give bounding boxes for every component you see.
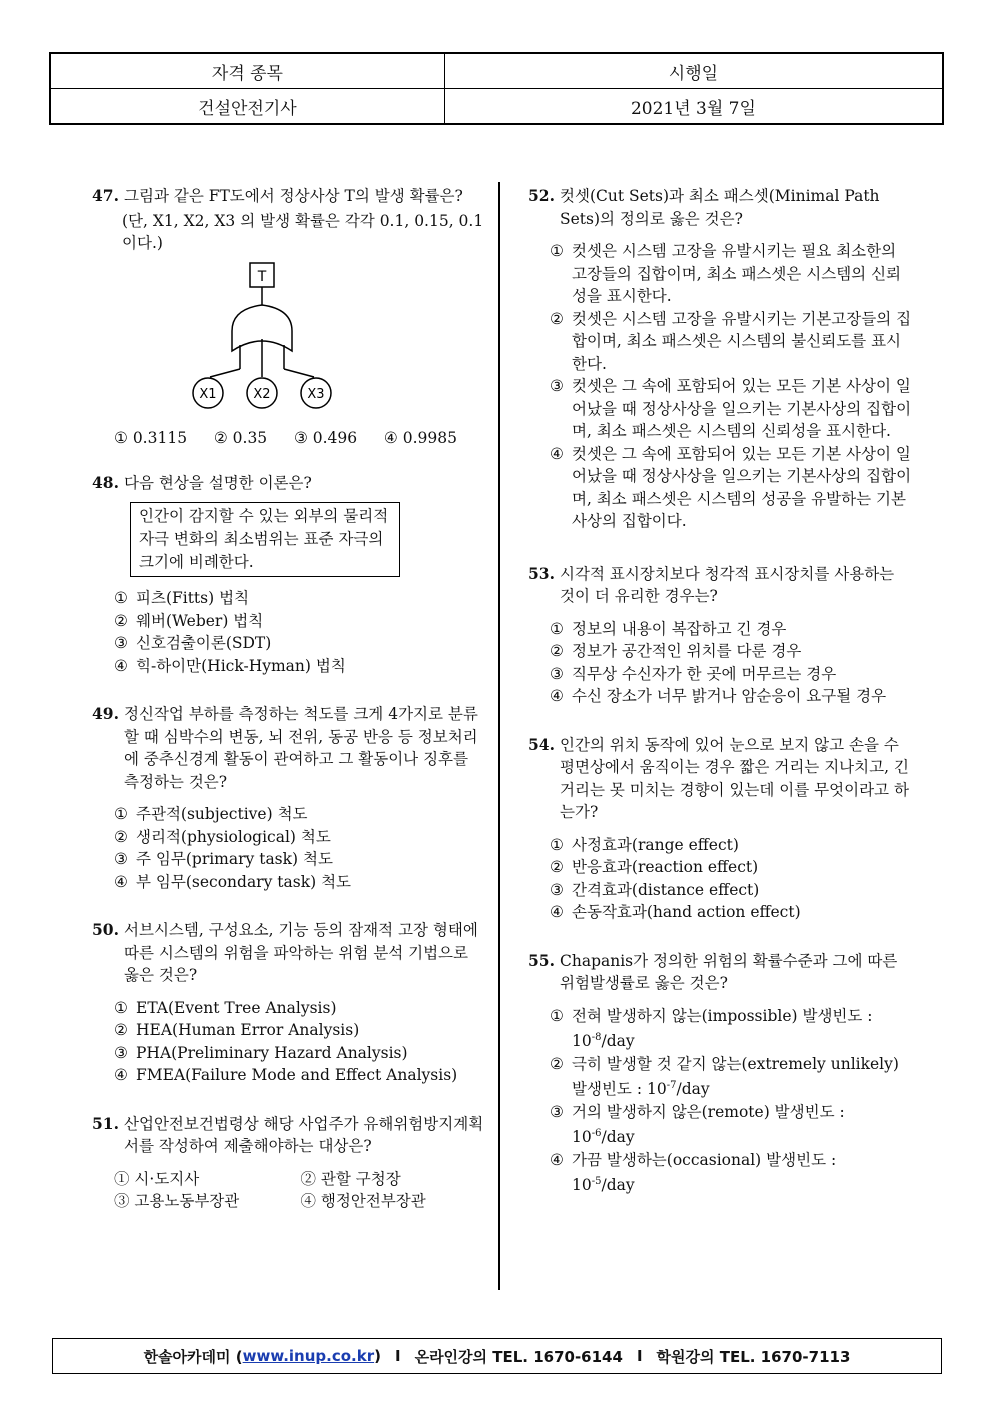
- question-number: 48.: [92, 472, 119, 492]
- options: [114, 587, 487, 677]
- option-2[interactable]: ② 컷셋은 시스템 고장을 유발시키는 기본고장들의 집합이며, 최소 패스셋은 시스템의 불신뢰도를 표시한다.: [550, 309, 912, 373]
- event-label: X1: [199, 386, 217, 402]
- option-2[interactable]: ② 0.35: [213, 429, 268, 447]
- option-2[interactable]: ② HEA(Human Error Analysis): [114, 1021, 360, 1039]
- event-label: X3: [307, 386, 325, 402]
- question-number: 54.: [528, 734, 555, 754]
- option-2[interactable]: ② 관할 구청장: [300, 1169, 401, 1188]
- question-text: 정신작업 부하를 측정하는 척도를 크게 4가지로 분류할 때 심박수의 변동, 뇌 전위, 동공 반응 등 정보처리에 중추신경계 활동이 관여하고 그 활동이나 징후를 측정하는 것은?: [124, 705, 478, 791]
- question-text: 컷셋(Cut Sets)과 최소 패스셋(Minimal Path Sets)의 정의로 옳은 것은?: [560, 187, 880, 228]
- option-4[interactable]: ④ 가끔 발생하는(occasional) 발생빈도 : $10^{-5}$/day: [550, 1150, 837, 1195]
- academy-close: ): [374, 1347, 381, 1365]
- option-3[interactable]: ③ 0.496: [293, 429, 358, 447]
- options: [114, 427, 457, 450]
- website-link[interactable]: www.inup.co.kr: [242, 1347, 375, 1365]
- option-2[interactable]: ② 극히 발생할 것 같지 않는(extremely unlikely) 발생빈도 : $10^{-7}$/day: [550, 1054, 899, 1099]
- question-text: 서브시스템, 구성요소, 기능 등의 잠재적 고장 형태에 따른 시스템의 위험을 파악하는 위험 분석 기법으로 옳은 것은?: [124, 921, 478, 984]
- question-number: 55.: [528, 950, 555, 970]
- offline-tel: 학원강의 TEL. 1670-7113: [656, 1347, 851, 1366]
- option-1[interactable]: ① 사정효과(range effect): [550, 835, 739, 854]
- online-tel: 온라인강의 TEL. 1670-6144: [414, 1347, 623, 1366]
- fault-tree-diagram: [172, 261, 487, 418]
- question-48: [92, 472, 487, 678]
- question-number: 47.: [92, 186, 119, 205]
- question-text: 시각적 표시장치보다 청각적 표시장치를 사용하는 것이 더 유리한 경우는?: [560, 564, 895, 605]
- question-49: [92, 703, 487, 893]
- academy-name: 한솔아카데미 (: [143, 1347, 243, 1366]
- field-label: 자격 종목: [50, 53, 444, 89]
- option-2[interactable]: ② 정보가 공간적인 위치를 다룬 경우: [550, 642, 802, 660]
- option-3[interactable]: ③ 고용노동부장관: [114, 1192, 240, 1210]
- option-1[interactable]: ① 전혀 발생하지 않는(impossible) 발생빈도 : $10^{-8}$/day: [550, 1006, 873, 1051]
- question-50: [92, 919, 487, 1087]
- question-number: 49.: [92, 704, 119, 723]
- option-4[interactable]: ④ 행정안전부장관: [300, 1192, 426, 1210]
- date-label: 시행일: [444, 53, 943, 89]
- question-number: 50.: [92, 920, 119, 939]
- question-note: (단, X1, X2, X3 의 발생 확률은 각각 0.1, 0.15, 0.1 이다.): [122, 211, 484, 252]
- question-55: [528, 950, 913, 1198]
- footer-separator: I: [636, 1347, 643, 1365]
- options: [550, 1005, 913, 1198]
- right-column: [528, 185, 913, 1223]
- option-1[interactable]: ① 컷셋은 시스템 고장을 유발시키는 필요 최소한의 고장들의 집합이며, 최소 패스셋은 시스템의 신뢰성을 표시한다.: [550, 242, 902, 305]
- option-4[interactable]: ④ 수신 장소가 너무 밝거나 암순응이 요구될 경우: [550, 687, 887, 705]
- event-label: X2: [253, 386, 271, 402]
- option-4[interactable]: ④ 컷셋은 그 속에 포함되어 있는 모든 기본 사상이 일어났을 때 정상사상을 일으키는 기본사상의 집합이며, 최소 패스셋은 시스템의 성공을 유발하는 기본사상의 집합이다.: [550, 444, 912, 530]
- option-3[interactable]: ③ 거의 발생하지 않은(remote) 발생빈도 : $10^{-6}$/day: [550, 1102, 845, 1147]
- question-text: 그림과 같은 FT도에서 정상사상 T의 발생 확률은?: [124, 187, 463, 205]
- left-column: [92, 185, 487, 1239]
- date-value: 2021년 3월 7일: [444, 89, 943, 125]
- question-number: 52.: [528, 186, 555, 205]
- question-text: Chapanis가 정의한 위험의 확률수준과 그에 따른 위험발생률로 옳은 것은?: [560, 951, 898, 992]
- column-divider: [498, 182, 500, 1290]
- option-3[interactable]: ③ 컷셋은 그 속에 포함되어 있는 모든 기본 사상이 일어났을 때 정상사상을 일으키는 기본사상의 집합이며, 최소 패스셋은 시스템의 신뢰성을 표시한다.: [550, 377, 912, 440]
- option-3[interactable]: ③ 직무상 수신자가 한 곳에 머무르는 경우: [550, 664, 837, 683]
- option-3[interactable]: ③ 주 임무(primary task) 척도: [114, 850, 333, 868]
- option-2[interactable]: ② 웨버(Weber) 법칙: [114, 611, 264, 630]
- question-54: [528, 734, 913, 924]
- question-number: 53.: [528, 563, 555, 583]
- options: [550, 618, 913, 708]
- option-2[interactable]: ② 반응효과(reaction effect): [550, 858, 759, 876]
- option-2[interactable]: ② 생리적(physiological) 척도: [114, 827, 331, 846]
- option-1[interactable]: ① 피츠(Fitts) 법칙: [114, 589, 250, 607]
- option-3[interactable]: ③ PHA(Preliminary Hazard Analysis): [114, 1043, 408, 1062]
- options: [550, 240, 913, 533]
- option-4[interactable]: ④ 손동작효과(hand action effect): [550, 903, 801, 921]
- options: [114, 997, 487, 1087]
- question-53: [528, 563, 913, 708]
- option-1[interactable]: ① 0.3115: [114, 429, 188, 447]
- option-3[interactable]: ③ 간격효과(distance effect): [550, 880, 760, 899]
- question-text: 인간의 위치 동작에 있어 눈으로 보지 않고 손을 수평면상에서 움직이는 경우 짧은 거리는 지나치고, 긴 거리는 못 미치는 경향이 있는데 이를 무엇이라고 하는가?: [560, 735, 909, 821]
- field-value: 건설안전기사: [50, 89, 444, 125]
- question-text: 다음 현상을 설명한 이론은?: [124, 473, 312, 492]
- question-51: [92, 1113, 487, 1213]
- option-3[interactable]: ③ 신호검출이론(SDT): [114, 634, 272, 652]
- options: [550, 834, 913, 924]
- options: [114, 1168, 487, 1213]
- question-number: 51.: [92, 1113, 119, 1133]
- question-52: [528, 185, 913, 533]
- option-4[interactable]: ④ 부 임무(secondary task) 척도: [114, 872, 352, 891]
- question-text: 산업안전보건법령상 해당 사업주가 유해위험방지계획서를 작성하여 제출해야하는 대상은?: [124, 1114, 484, 1155]
- statement-box: 인간이 감지할 수 있는 외부의 물리적 자극 변화의 최소범위는 표준 자극의 크기에 비례한다.: [130, 502, 400, 577]
- footer-bar: [52, 1338, 942, 1374]
- option-1[interactable]: ① 주관적(subjective) 척도: [114, 805, 308, 823]
- footer-separator: I: [394, 1347, 401, 1365]
- option-1[interactable]: ① 시·도지사: [114, 1169, 200, 1188]
- option-1[interactable]: ① ETA(Event Tree Analysis): [114, 998, 337, 1017]
- exam-info-table: [49, 52, 944, 125]
- option-4[interactable]: ④ 0.9985: [383, 429, 457, 447]
- option-4[interactable]: ④ 힉-하이만(Hick-Hyman) 법칙: [114, 656, 346, 675]
- option-1[interactable]: ① 정보의 내용이 복잡하고 긴 경우: [550, 619, 787, 638]
- question-47: [92, 185, 487, 450]
- top-event-label: T: [257, 268, 267, 285]
- option-4[interactable]: ④ FMEA(Failure Mode and Effect Analysis): [114, 1066, 458, 1084]
- options: [114, 803, 487, 893]
